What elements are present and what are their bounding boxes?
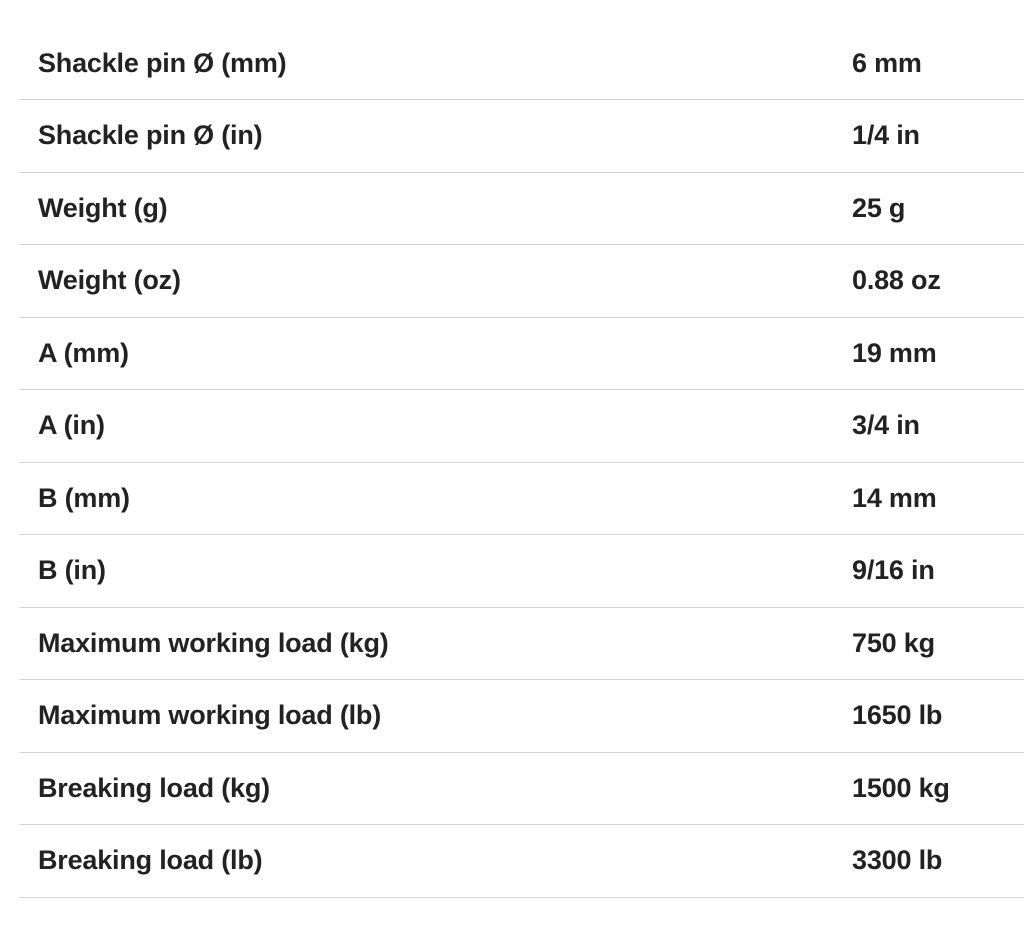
spec-value: 1/4 in <box>852 120 920 151</box>
spec-value: 9/16 in <box>852 555 935 586</box>
spec-label: Maximum working load (lb) <box>38 700 382 731</box>
spec-label: B (in) <box>38 555 106 586</box>
spec-value: 25 g <box>852 192 906 223</box>
spec-label: Shackle pin Ø (in) <box>38 120 263 151</box>
specifications-body <box>19 27 1024 897</box>
spec-label: Weight (oz) <box>38 265 181 296</box>
spec-value: 6 mm <box>852 47 922 78</box>
table-row <box>19 752 1024 825</box>
spec-value: 750 kg <box>852 627 935 658</box>
spec-label: Weight (g) <box>38 192 168 223</box>
table-row <box>19 27 1024 100</box>
table-row <box>19 825 1024 898</box>
spec-value: 3300 lb <box>852 845 943 876</box>
table-row <box>19 535 1024 608</box>
table-row <box>19 317 1024 390</box>
spec-value: 14 mm <box>852 482 937 513</box>
spec-label: B (mm) <box>38 482 130 513</box>
spec-label: Maximum working load (kg) <box>38 627 389 658</box>
spec-label: Shackle pin Ø (mm) <box>38 47 287 78</box>
table-row <box>19 390 1024 463</box>
spec-label: Breaking load (kg) <box>38 772 270 803</box>
spec-value: 3/4 in <box>852 410 920 441</box>
table-row <box>19 680 1024 753</box>
table-row <box>19 607 1024 680</box>
table-row <box>19 172 1024 245</box>
spec-value: 1500 kg <box>852 772 950 803</box>
specifications-table <box>19 27 1024 898</box>
spec-label: A (mm) <box>38 337 129 368</box>
table-row <box>19 100 1024 173</box>
spec-value: 1650 lb <box>852 700 943 731</box>
spec-label: A (in) <box>38 410 105 441</box>
table-row <box>19 462 1024 535</box>
spec-value: 0.88 oz <box>852 265 941 296</box>
spec-value: 19 mm <box>852 337 937 368</box>
table-row <box>19 245 1024 318</box>
spec-label: Breaking load (lb) <box>38 845 263 876</box>
